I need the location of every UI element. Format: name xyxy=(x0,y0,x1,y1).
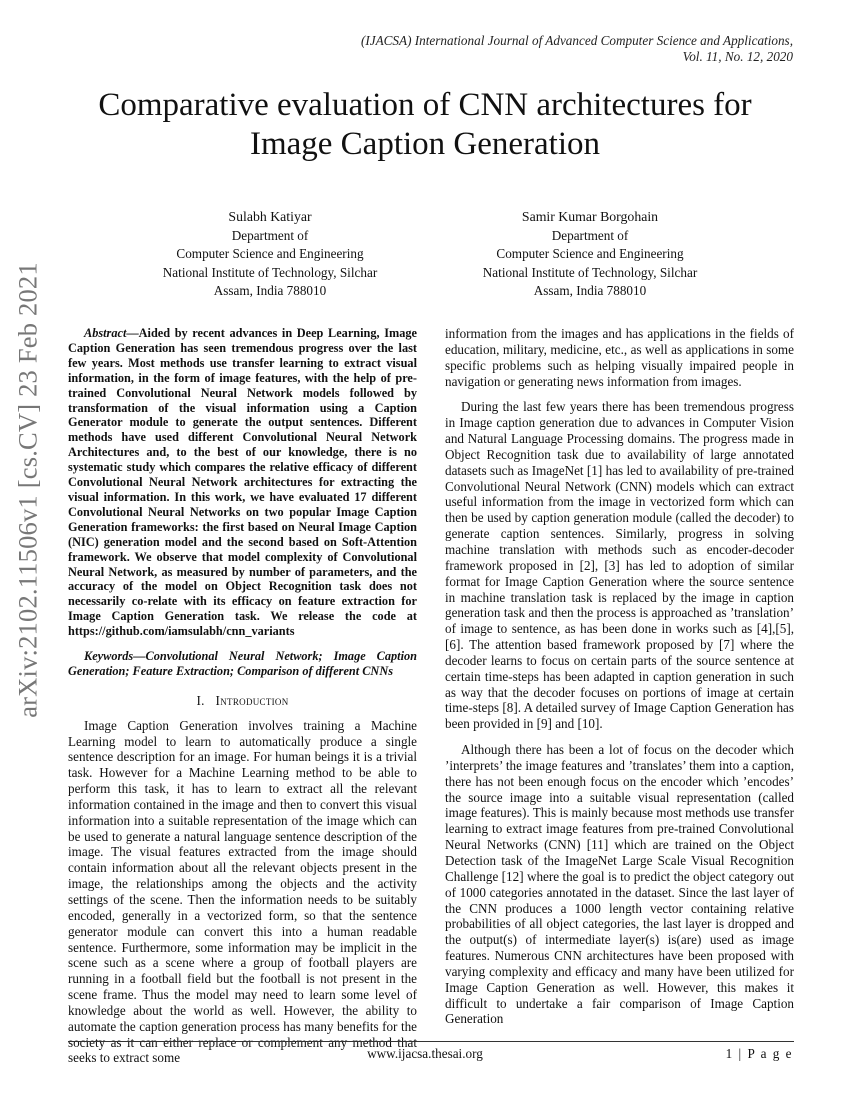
author-department: Department of xyxy=(231,227,309,243)
journal-header xyxy=(273,33,793,64)
intro-paragraph-2: During the last few years there has been tremendous progress in Image caption generation due to advances in Computer Vision and Natural Language Processing domains. The progress made in Object Recognition task due to availability of large annotated datasets such as ImageNet [1] has led to availability of pre-trained Convolutional Neural Network (CNN) models which can extract useful information from the image in vectorized form which can then be used by caption generation module (called the decoder) to generate caption sentences. Similarly, progress in solving machine translation with methods such as encoder-decoder framework proposed in [2], [3] has led to adoption of similar format for Image Caption Generation where the source sentence in machine translation task is replaced by the image in caption generation task and then the process is approached as ’translation’ of image to sentence, as has been done in works such as [4],[5],[6]. The attention based framework proposed by [7] where the decoder learns to focus on certain parts of the source sentence at certain time-steps has been adapted in caption generation in such as way that the decoder focuses on portions of image at certain time-steps [8]. A detailed survey of Image Caption Generation has been provided in [9] and [10]. xyxy=(445,399,794,732)
author-field: Computer Science and Engineering xyxy=(176,246,364,262)
intro-paragraph-1-continued: information from the images and has applications in the fields of education, military, medicine, etc., as well as applications in some specific problems such as helping visually impaired people in navigation or generating news information from images. xyxy=(445,326,794,389)
keywords-label: Keywords xyxy=(84,649,134,664)
author-location: Assam, India 788010 xyxy=(533,283,647,299)
keywords-text: —Convolutional Neural Network; Image Caption Generation; Feature Extraction; Comparison of different CNNs xyxy=(68,649,417,678)
abstract-text: —Aided by recent advances in Deep Learning, Image Caption Generation has seen tremendous progress over the last few years. Most methods use transfer learning to extract visual information, in the form of image features, with the help of pre-trained Convolutional Neural Network models followed by transformation of the visual information using a Caption Generator module to generate the output sentences. Different methods have used different Convolutional Neural Network Architectures and, to the best of our knowledge, there is no systematic study which compares the relative efficacy of different Convolutional Neural Network architectures for extracting the visual information. In this work, we have evaluated 17 different Convolutional Neural Networks on two popular Image Caption Generation frameworks: the first based on Neural Image Caption (NIC) generation model and the second based on Soft-Attention framework. We observe that model complexity of Convolutional Neural Network, as measured by number of parameters, and the accuracy of the model on Object Recognition task does not necessarily co-relate with its efficacy on feature extraction for Image Caption Generation task. We release the code at https://github.com/iamsulabh/cnn_variants xyxy=(68,326,417,639)
paper-title xyxy=(0,86,850,164)
intro-paragraph-1: Image Caption Generation involves training a Machine Learning model to learn to automatically produce a single sentence description for an image. For human beings it is a trivial task. However for a Machine Learning method to be able to perform this task, it has to learn to extract all the relevant information contained in the image and then to convert this visual information into a suitable representation of the image which can be used to generate a natural language sentence description of the image. The visual features extracted from the image should contain information about all the relevant objects present in the image, the relationships among the objects and the activity settings of the scene. Then the information needs to be suitably encoded, generally in a vectorized form, so that the sentence generator module can convert this into a human readable sentence. Furthermore, some information may be implicit in the scene such as a scene where a group of football players are running in a football field but the football is not present in the scene frame. Thus the model may need to learn some level of knowledge about the world as well. However, the ability to automate the caption generation process has many benefits for the society as it can either replace or complement any method that seeks to extract some xyxy=(68,717,417,1066)
footer-url: www.ijacsa.thesai.org xyxy=(367,1046,483,1061)
author-block-2 xyxy=(460,208,720,301)
author-location: Assam, India 788010 xyxy=(213,283,327,299)
footer-rule xyxy=(68,1041,794,1042)
author-name: Sulabh Katiyar xyxy=(228,209,312,224)
left-column xyxy=(68,326,417,1066)
journal-name: (IJACSA) International Journal of Advanced Computer Science and Applications, xyxy=(360,33,793,48)
abstract xyxy=(68,326,417,639)
abstract-label: Abstract xyxy=(84,326,127,340)
section-number: I. xyxy=(196,692,205,708)
author-block-1 xyxy=(140,208,400,301)
right-column xyxy=(445,326,794,1027)
section-heading xyxy=(68,693,417,709)
title-line-2: Image Caption Generation xyxy=(249,126,601,162)
journal-volume: Vol. 11, No. 12, 2020 xyxy=(682,48,793,64)
intro-paragraph-3: Although there has been a lot of focus on the decoder which ’interprets’ the image features and ’translates’ them into a caption, there has not been enough focus on the encoder which ’encodes’ the source image into a suitable visual representation (called image features). This is mainly because most methods use transfer learning to extract image features from pre-trained Convolutional Neural Networks (CNN) [11] which are trained on the Object Detection task of the ImageNet Large Scale Visual Recognition Challenge [12] where the goal is to predict the object category out of 1000 categories annotated in the dataset. Since the last layer of the CNN produces a 1000 length vector containing relative probabilities of all object categories, the last layer is dropped and the output(s) of intermediate layer(s) is(are) used as image features. Numerous CNN architectures have been proposed with varying complexity and efficacy and many have been utilized for Image Caption Generation as well. However, this makes it difficult to undertake a fair comparison of Image Caption Generation xyxy=(445,742,794,1027)
arxiv-stamp xyxy=(6,262,50,718)
page-number: 1 | P a g e xyxy=(725,1046,793,1061)
keywords xyxy=(68,649,417,679)
author-department: Department of xyxy=(551,227,629,243)
author-institute: National Institute of Technology, Silchar xyxy=(482,264,698,280)
author-institute: National Institute of Technology, Silchar xyxy=(162,264,378,280)
author-name: Samir Kumar Borgohain xyxy=(521,209,659,224)
title-line-1: Comparative evaluation of CNN architectures for xyxy=(98,87,752,123)
arxiv-identifier: arXiv:2102.11506v1 [cs.CV] 23 Feb 2021 xyxy=(12,262,43,718)
author-field: Computer Science and Engineering xyxy=(496,246,684,262)
section-title: Introduction xyxy=(215,692,289,708)
